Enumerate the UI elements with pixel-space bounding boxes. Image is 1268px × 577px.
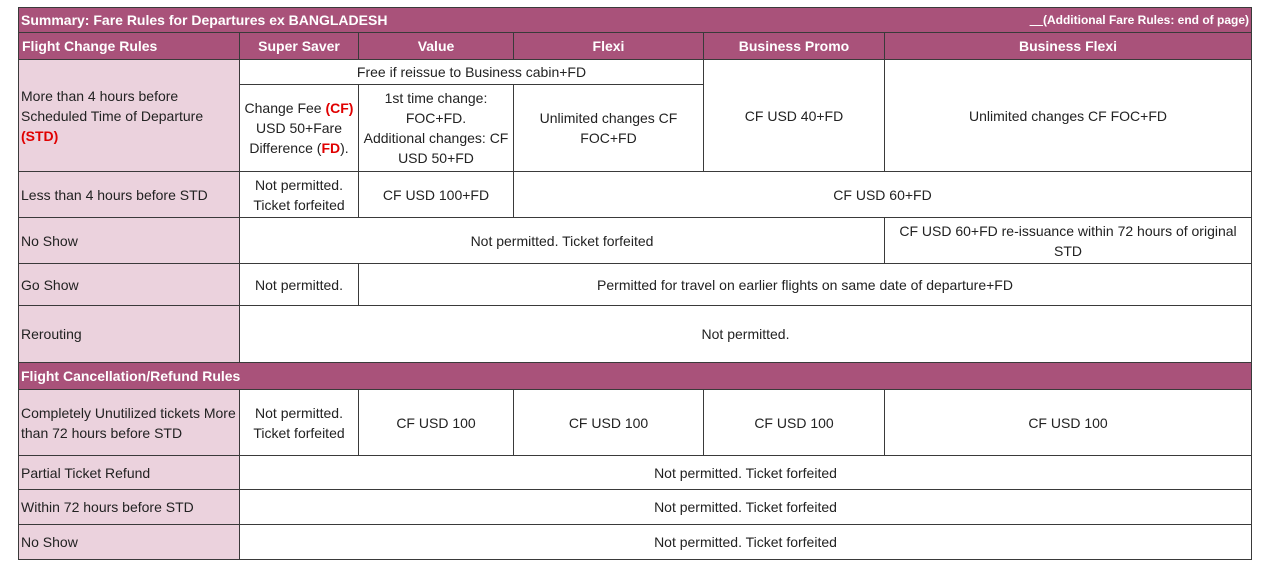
row-label-cancel-noshow: No Show — [19, 525, 240, 560]
more4-business-promo: CF USD 40+FD — [704, 60, 885, 172]
additional-rules-text[interactable]: (Additional Fare Rules: end of page) — [1042, 13, 1249, 27]
title-row — [19, 8, 1252, 33]
less4-forfeited: Ticket forfeited — [253, 196, 345, 213]
cancel-section-title: Flight Cancellation/Refund Rules — [19, 363, 1252, 390]
rerouting-all: Not permitted. — [240, 306, 1252, 363]
usd-fare-diff-text: USD 50+Fare Difference ( — [249, 120, 342, 156]
std-abbrev: (STD) — [21, 127, 59, 144]
table-title: Summary: Fare Rules for Departures ex BANGLADESH — [21, 12, 388, 28]
unutilized-super-saver — [240, 390, 359, 456]
row-within72 — [19, 490, 1252, 525]
less4-value: CF USD 100+FD — [359, 172, 514, 218]
unutilized-not-permitted: Not permitted. — [255, 404, 343, 421]
unutilized-value: CF USD 100 — [359, 390, 514, 456]
title-cell — [19, 8, 1252, 33]
cf-abbrev: (CF) — [325, 100, 354, 116]
header-business-flexi: Business Flexi — [885, 33, 1252, 60]
row-cancel-noshow — [19, 525, 1252, 560]
less4-not-permitted: Not permitted. — [255, 176, 343, 193]
unutilized-forfeited: Ticket forfeited — [253, 424, 345, 441]
close-paren: ). — [340, 140, 349, 156]
goshow-rest: Permitted for travel on earlier flights on same date of departure+FD — [359, 264, 1252, 306]
cancel-noshow-all: Not permitted. Ticket forfeited — [240, 525, 1252, 560]
value-additional-changes: Additional changes: CF USD 50+FD — [363, 130, 509, 166]
link-underscore[interactable]: __ — [1029, 13, 1043, 27]
less4-rest: CF USD 60+FD — [514, 172, 1252, 218]
more4-flexi: Unlimited changes CF FOC+FD — [514, 85, 704, 172]
free-reissue-cell: Free if reissue to Business cabin+FD — [240, 60, 704, 85]
row-more4-top — [19, 60, 1252, 85]
fare-rules-table — [18, 7, 1252, 560]
row-label-less4: Less than 4 hours before STD — [19, 172, 240, 218]
less4-super-saver — [240, 172, 359, 218]
header-business-promo: Business Promo — [704, 33, 885, 60]
row-rerouting — [19, 306, 1252, 363]
noshow-main: Not permitted. Ticket forfeited — [240, 218, 885, 264]
more4-label-text: More than 4 hours before Scheduled Time of Departure — [21, 87, 204, 124]
noshow-business-flexi: CF USD 60+FD re-issuance within 72 hours of original STD — [885, 218, 1252, 264]
header-row — [19, 33, 1252, 60]
partial-all: Not permitted. Ticket forfeited — [240, 456, 1252, 490]
more4-super-saver — [240, 85, 359, 172]
value-first-change: 1st time change: FOC+FD. — [384, 90, 488, 126]
row-label-goshow: Go Show — [19, 264, 240, 306]
more4-business-flexi: Unlimited changes CF FOC+FD — [885, 60, 1252, 172]
row-partial — [19, 456, 1252, 490]
header-super-saver: Super Saver — [240, 33, 359, 60]
unutilized-business-promo: CF USD 100 — [704, 390, 885, 456]
within72-all: Not permitted. Ticket forfeited — [240, 490, 1252, 525]
header-flight-change-rules: Flight Change Rules — [19, 33, 240, 60]
header-flexi: Flexi — [514, 33, 704, 60]
row-less4 — [19, 172, 1252, 218]
row-label-rerouting: Rerouting — [19, 306, 240, 363]
row-label-within72: Within 72 hours before STD — [19, 490, 240, 525]
goshow-super-saver: Not permitted. — [240, 264, 359, 306]
unutilized-flexi: CF USD 100 — [514, 390, 704, 456]
row-goshow — [19, 264, 1252, 306]
row-label-unutilized: Completely Unutilized tickets More than 72 hours before STD — [19, 390, 240, 456]
row-label-more4 — [19, 60, 240, 172]
change-fee-text: Change Fee — [244, 100, 322, 116]
fd-abbrev: FD — [321, 140, 341, 156]
cancel-section-row — [19, 363, 1252, 390]
unutilized-business-flexi: CF USD 100 — [885, 390, 1252, 456]
row-noshow — [19, 218, 1252, 264]
row-label-partial: Partial Ticket Refund — [19, 456, 240, 490]
row-unutilized — [19, 390, 1252, 456]
more4-value — [359, 85, 514, 172]
row-label-noshow: No Show — [19, 218, 240, 264]
header-value: Value — [359, 33, 514, 60]
additional-rules-link[interactable] — [1030, 10, 1249, 30]
